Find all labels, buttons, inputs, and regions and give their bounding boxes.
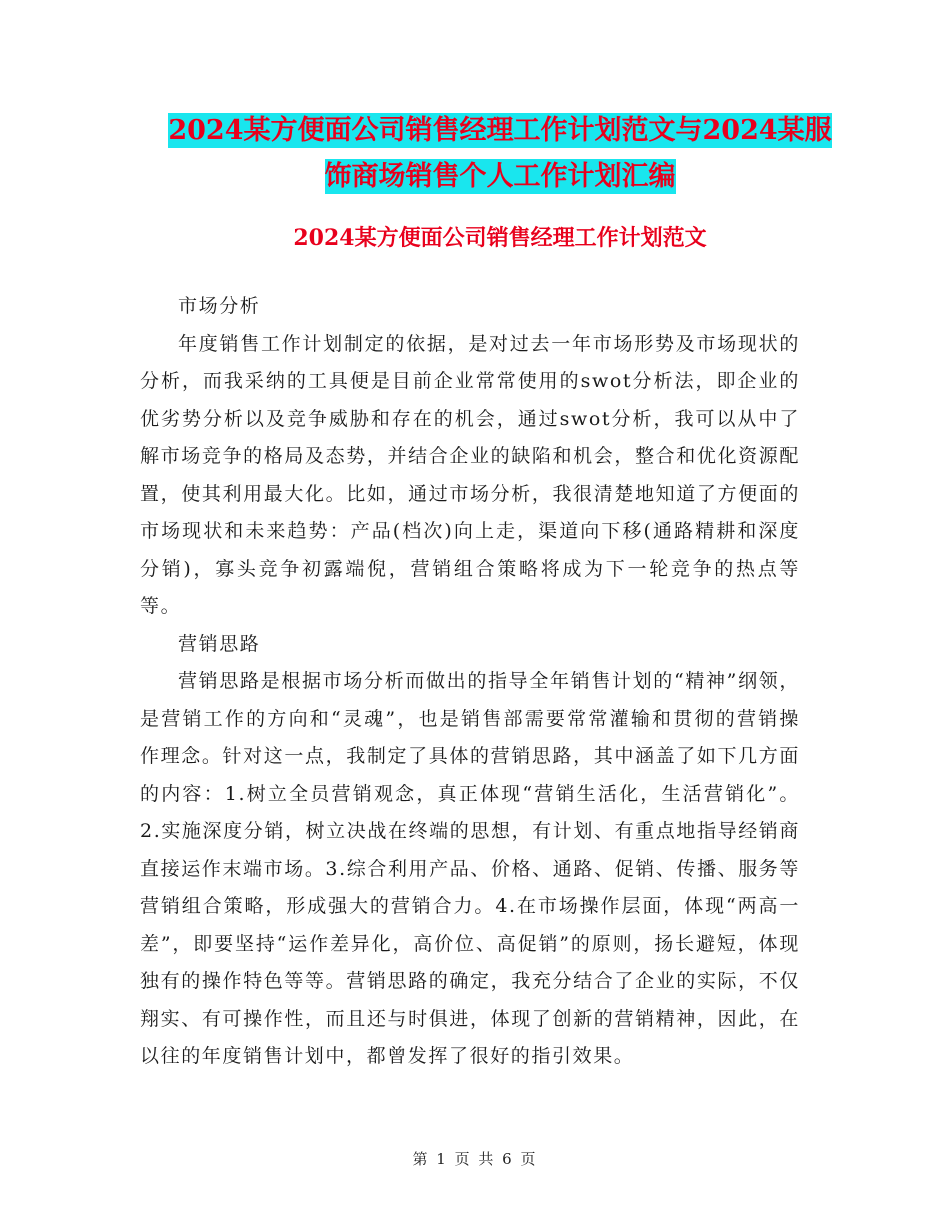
body-text (140, 288, 800, 1076)
title-highlight-1: 2024某方便面公司销售经理工作计划范文与2024某服 (168, 115, 832, 146)
title-line-1 (140, 108, 860, 154)
title-highlight-2: 饰商场销售个人工作计划汇编 (324, 161, 676, 192)
page-footer: 第 1 页 共 6 页 (412, 1150, 538, 1168)
paragraph-marketing-ideas: 营销思路是根据市场分析而做出的指导全年销售计划的“精神”纲领，是营销工作的方向和“灵魂”，也是销售部需要常常灌输和贯彻的营销操作理念。针对这一点，我制定了具体的营销思路，其中涵盖了如下几方面的内容：1.树立全员营销观念，真正体现“营销生活化，生活营销化”。2.实施深度分销，树立决战在终端的思想，有计划、有重点地指导经销商直接运作末端市场。3.综合利用产品、价格、通路、促销、传播、服务等营销组合策略，形成强大的营销合力。4.在市场操作层面，体现“两高一差”，即要坚持“运作差异化，高价位、高促销”的原则，扬长避短，体现独有的操作特色等等。营销思路的确定，我充分结合了企业的实际，不仅翔实、有可操作性，而且还与时俱进，体现了创新的营销精神，因此，在以往的年度销售计划中，都曾发挥了很好的指引效果。 (140, 670, 800, 1067)
title-line-2 (140, 154, 860, 200)
section-title: 2024某方便面公司销售经理工作计划范文 (293, 225, 707, 251)
paragraph-market-analysis: 年度销售工作计划制定的依据，是对过去一年市场形势及市场现状的分析，而我采纳的工具便是目前企业常常使用的swot分析法，即企业的优劣势分析以及竞争威胁和存在的机会，通过swot分析，我可以从中了解市场竞争的格局及态势，并结合企业的缺陷和机会，整合和优化资源配置，使其利用最大化。比如，通过市场分析，我很清楚地知道了方便面的市场现状和未来趋势：产品(档次)向上走，渠道向下移(通路精耕和深度分销)，寡头竞争初露端倪，营销组合策略将成为下一轮竞争的热点等等。 (140, 332, 800, 617)
section-heading-marketing-ideas: 营销思路 (178, 632, 261, 655)
section-heading-market-analysis: 市场分析 (178, 295, 261, 317)
document-title (140, 108, 860, 200)
